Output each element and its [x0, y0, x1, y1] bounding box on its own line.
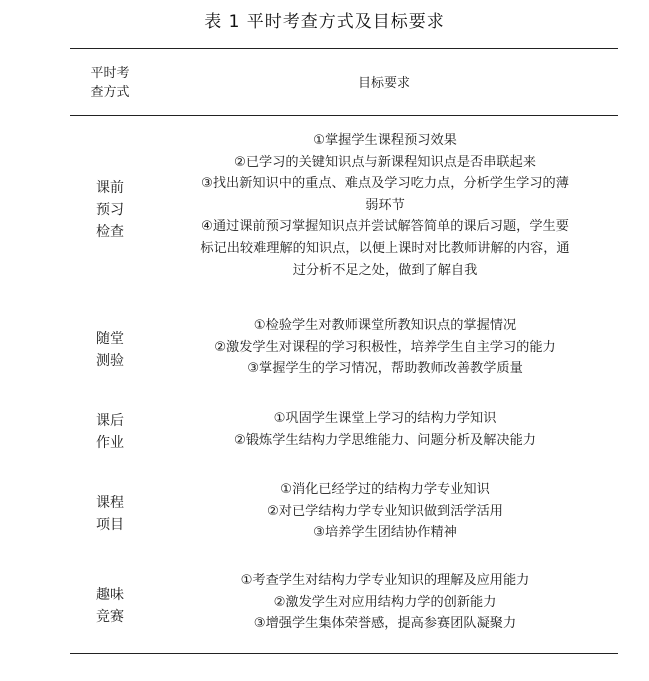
row-label-line: 检查: [96, 224, 124, 240]
table-caption: 表 1 平时考查方式及目标要求: [204, 12, 445, 32]
row-label-line: 项目: [96, 517, 124, 533]
goal-item: ③增强学生集体荣誉感，提高参赛团队凝聚力: [253, 616, 517, 632]
goal-item: ②激发学生对课程的学习积极性，培养学生自主学习的能力: [214, 339, 556, 355]
header-assessment-method: [70, 64, 150, 102]
row-label-line: 预习: [96, 202, 124, 218]
row-label-in-class-quiz: [70, 328, 150, 372]
row-label-course-project: [70, 492, 150, 536]
row-label-line: 竞赛: [96, 609, 124, 625]
row-label-line: 课程: [96, 495, 124, 511]
row-label-line: 课后: [96, 413, 124, 429]
goal-item: ②对已学结构力学专业知识做到活学活用: [266, 503, 503, 519]
row-goals-homework: [160, 408, 610, 451]
goal-item: ③找出新知识中的重点、难点及学习吃力点，分析学生学习的薄: [201, 176, 569, 192]
goal-item: ①消化已经学过的结构力学专业知识: [280, 482, 490, 497]
header-col1-line: 查方式: [90, 85, 130, 100]
goal-item: ②已学习的关键知识点与新课程知识点是否串联起来: [234, 154, 536, 170]
row-goals-in-class-quiz: [160, 315, 610, 380]
table-bottom-rule: [70, 653, 618, 654]
row-label-line: 测验: [96, 353, 124, 369]
header-goal-requirements: 目标要求: [357, 76, 410, 91]
goal-item: ①考查学生对结构力学专业知识的理解及应用能力: [240, 573, 530, 588]
goal-item: ①掌握学生课程预习效果: [313, 133, 457, 148]
table-header-rule: [70, 115, 618, 116]
goal-item: ①巩固学生课堂上学习的结构力学知识: [273, 411, 497, 426]
row-goals-fun-competition: [160, 570, 610, 635]
row-label-fun-competition: [70, 584, 150, 628]
table-top-rule: [70, 48, 618, 49]
goal-item: ④通过课前预习掌握知识点并尝试解答简单的课后习题，学生要: [201, 219, 569, 235]
goal-item: 标记出较难理解的知识点，以便上课时对比教师讲解的内容，通: [200, 240, 570, 256]
row-goals-course-project: [160, 479, 610, 544]
header-col1-line: 平时考: [90, 66, 130, 81]
row-label-line: 随堂: [96, 331, 124, 347]
row-goals-preview-check: [160, 130, 610, 281]
goal-item: 过分析不足之处，做到了解自我: [292, 262, 478, 278]
row-label-line: 作业: [96, 435, 124, 451]
row-label-preview-check: [70, 177, 150, 243]
goal-item: ①检验学生对教师课堂所教知识点的掌握情况: [253, 318, 517, 333]
row-label-line: 趣味: [96, 587, 124, 603]
goal-item: ③培养学生团结协作精神: [313, 525, 457, 541]
goal-item: ②激发学生对应用结构力学的创新能力: [273, 594, 497, 610]
row-label-homework: [70, 410, 150, 454]
goal-item: ②锻炼学生结构力学思维能力、问题分析及解决能力: [234, 432, 536, 448]
row-label-line: 课前: [96, 180, 124, 196]
goal-item: ③掌握学生的学习情况，帮助教师改善教学质量: [247, 361, 523, 377]
goal-item: 弱环节: [365, 197, 405, 213]
